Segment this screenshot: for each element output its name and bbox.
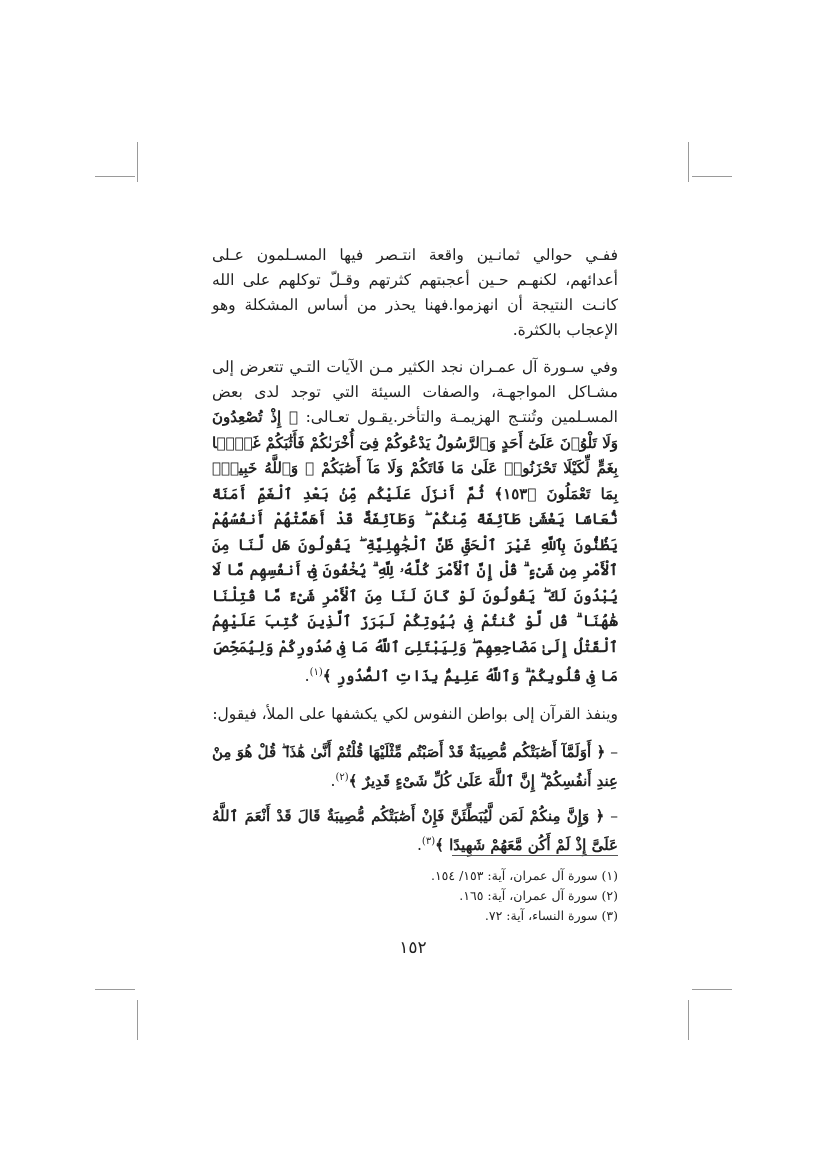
footnote: (١) سورة آل عمران، آية: ١٥٣/ ١٥٤. bbox=[430, 868, 618, 883]
verse-item bbox=[212, 803, 618, 859]
list-dash: – bbox=[605, 742, 618, 761]
list-dash: – bbox=[604, 806, 618, 825]
crop-mark bbox=[137, 142, 138, 182]
footnote-ref: (١) bbox=[309, 667, 323, 678]
crop-mark bbox=[95, 989, 135, 990]
paragraph-intro: وفي سـورة آل عمـران نجد الكثير مـن الآيات التـي تتعرض إلى مشـاكل المواجهـة، والصفات السيئة التي توجد لدى بعض المسـلمين وتُنتـج الهزيمـة والتأخر.يقـول تعـالى: bbox=[212, 358, 618, 426]
paragraph: وينفذ القرآن إلى بواطن النفوس لكي يكشفها على الملأ، فيقول: bbox=[212, 704, 618, 723]
quran-verse: ﴿ إِذْ تُصْعِدُونَ وَلَا تَلْوُۥنَ عَلَىٰٓ أَحَدٍ وَٱلرَّسُولُ يَدْعُوكُمْ فِىٓ أُخْرَىٰكُمْ فَأَثَٰبَكُمْ غَمًّۢا بِغَمٍّ لِّكَيْلَا تَحْزَنُوا۟ عَلَىٰ مَا فَاتَكُمْ وَلَا مَآ أَصَٰبَكُمْ ۗ وَٱللَّهُ خَبِيرٌۢ بِمَا تَعْمَلُونَ ﴿١٥٣﴾ ثُمَّ أَنزَلَ عَلَيْكُم مِّنۢ بَعْدِ ٱلْغَمِّ أَمَنَةً نُّعَاسًا يَغْشَىٰ طَآئِفَةً مِّنكُمْ ۖ وَطَآئِفَةٌ قَدْ أَهَمَّتْهُمْ أَنفُسُهُمْ يَظُنُّونَ بِٱللَّهِ غَيْرَ ٱلْحَقِّ ظَنَّ ٱلْجَٰهِلِيَّةِ ۖ يَقُولُونَ هَل لَّنَا مِنَ ٱلْأَمْرِ مِن شَىْءٍ ۗ قُلْ إِنَّ ٱلْأَمْرَ كُلَّهُۥ لِلَّهِ ۗ يُخْفُونَ فِىٓ أَنفُسِهِم مَّا لَا يُبْدُونَ لَكَ ۖ يَقُولُونَ لَوْ كَانَ لَنَا مِنَ ٱلْأَمْرِ شَىْءٌ مَّا قُتِلْنَا هَٰهُنَا ۗ قُل لَّوْ كُنتُمْ فِى بُيُوتِكُمْ لَبَرَزَ ٱلَّذِينَ كُتِبَ عَلَيْهِمُ ٱلْقَتْلُ إِلَىٰ مَضَاجِعِهِمْ ۖ وَلِيَبْتَلِىَ ٱللَّهُ مَا فِى صُدُورِكُمْ وَلِيُمَحِّصَ مَا فِى قُلُوبِكُمْ ۗ وَٱللَّهُ عَلِيمٌۢ بِذَاتِ ٱلصُّدُورِ ﴾ bbox=[212, 408, 618, 686]
sentence-end: . bbox=[304, 667, 310, 686]
crop-mark bbox=[692, 989, 732, 990]
sentence-end: . bbox=[330, 772, 336, 791]
crop-mark bbox=[688, 1000, 689, 1040]
crop-mark bbox=[137, 1000, 138, 1040]
footnote-ref: (٣) bbox=[421, 836, 436, 848]
paragraph: ففـي حوالي ثمانـين واقعة انتـصر فيها المسـلمون عـلى أعدائهم، لكنهـم حـين أعجبتهم كثرتهم وقـلّ توكلهم على الله كانـت النتيجة أن انهزموا.فهنا يحذر من أساس المشكلة وهو الإعجاب بالكثرة. bbox=[212, 246, 618, 339]
crop-mark bbox=[688, 142, 689, 182]
footnote: (٣) سورة النساء، آية: ٧٢. bbox=[484, 908, 618, 923]
sentence-end: . bbox=[416, 836, 422, 855]
footnote-ref: (٢) bbox=[335, 772, 349, 784]
paragraph-with-quran bbox=[212, 355, 618, 690]
verse-item bbox=[212, 739, 618, 795]
crop-mark bbox=[692, 176, 732, 177]
page-body bbox=[212, 243, 618, 867]
quran-verse: ﴿ وَإِنَّ مِنكُمْ لَمَن لَّيُبَطِّئَنَّ فَإِنْ أَصَٰبَتْكُم مُّصِيبَةٌ قَالَ قَدْ أَنْعَمَ ٱللَّهُ عَلَىَّ إِذْ لَمْ أَكُن مَّعَهُمْ شَهِيدًا ﴾ bbox=[212, 806, 618, 855]
footnote-divider bbox=[452, 855, 618, 856]
crop-mark bbox=[95, 176, 135, 177]
page-number: ١٥٢ bbox=[399, 938, 427, 958]
footnotes bbox=[300, 866, 618, 926]
footnote: (٢) سورة آل عمران، آية: ١٦٥. bbox=[459, 888, 618, 903]
quran-verse: ﴿ أَوَلَمَّآ أَصَٰبَتْكُم مُّصِيبَةٌ قَدْ أَصَبْتُم مِّثْلَيْهَا قُلْتُمْ أَنَّىٰ هَٰذَا ۖ قُلْ هُوَ مِنْ عِندِ أَنفُسِكُمْ ۗ إِنَّ ٱللَّهَ عَلَىٰ كُلِّ شَىْءٍ قَدِيرٌ ﴾ bbox=[212, 742, 618, 791]
